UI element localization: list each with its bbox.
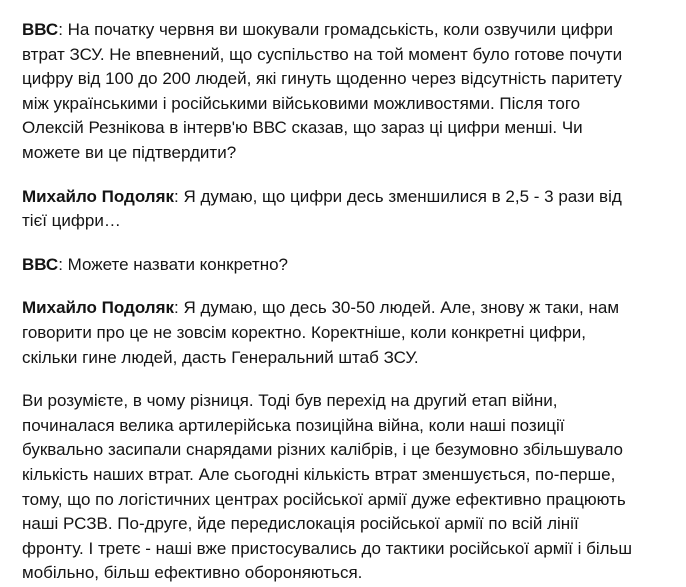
- interview-paragraph-question-1: [22, 18, 634, 166]
- interview-paragraph-question-2: [22, 253, 634, 278]
- interview-paragraph-answer-1: [22, 185, 634, 234]
- paragraph-text: : Можете назвати конкретно?: [58, 254, 288, 274]
- paragraph-text: Ви розумієте, в чому різниця. Тоді був перехід на другий етап війни, починалася велика артилерійська позиційна війна, коли наші позиції буквально засипали снарядами різних калібрів, і це безумовно збільшувало кількість наших втрат. Але сьогодні кількість втрат зменшується, по-перше, тому, що по логістичних центрах російської армії дуже ефективно працюють наші РСЗВ. По-друге, йде передислокація російської армії по всій лінії фронту. І третє - наші вже пристосувались до тактики російської армії і більш мобільно, більш ефективно обороняються.: [22, 391, 633, 583]
- paragraph-text: : Я думаю, що цифри десь зменшилися в 2,5 - 3 рази від тієї цифри…: [22, 186, 622, 231]
- speaker-name: ВВС: [22, 254, 59, 274]
- interview-paragraph-answer-2: [22, 296, 634, 370]
- speaker-name: Михайло Подоляк: [22, 298, 175, 318]
- speaker-name: Михайло Подоляк: [22, 186, 175, 206]
- interview-paragraph-continuation: [22, 389, 634, 586]
- paragraph-text: : На початку червня ви шокували громадськість, коли озвучили цифри втрат ЗСУ. Не впевнений, що суспільство на той момент було готове почути цифру від 100 до 200 людей, які гинуть щоденно через відсутність паритету між українськими і російськими військовими можливостями. Після того Олексій Резнікова в інтерв'ю ВВС сказав, що зараз ці цифри менші. Чи можете ви це підтвердити?: [22, 20, 623, 162]
- speaker-name: ВВС: [22, 20, 59, 39]
- paragraph-text: : Я думаю, що десь 30-50 людей. Але, знову ж таки, нам говорити про це не зовсім коректно. Коректніше, коли конкретні цифри, скільки гине людей, дасть Генеральний штаб ЗСУ.: [22, 298, 620, 367]
